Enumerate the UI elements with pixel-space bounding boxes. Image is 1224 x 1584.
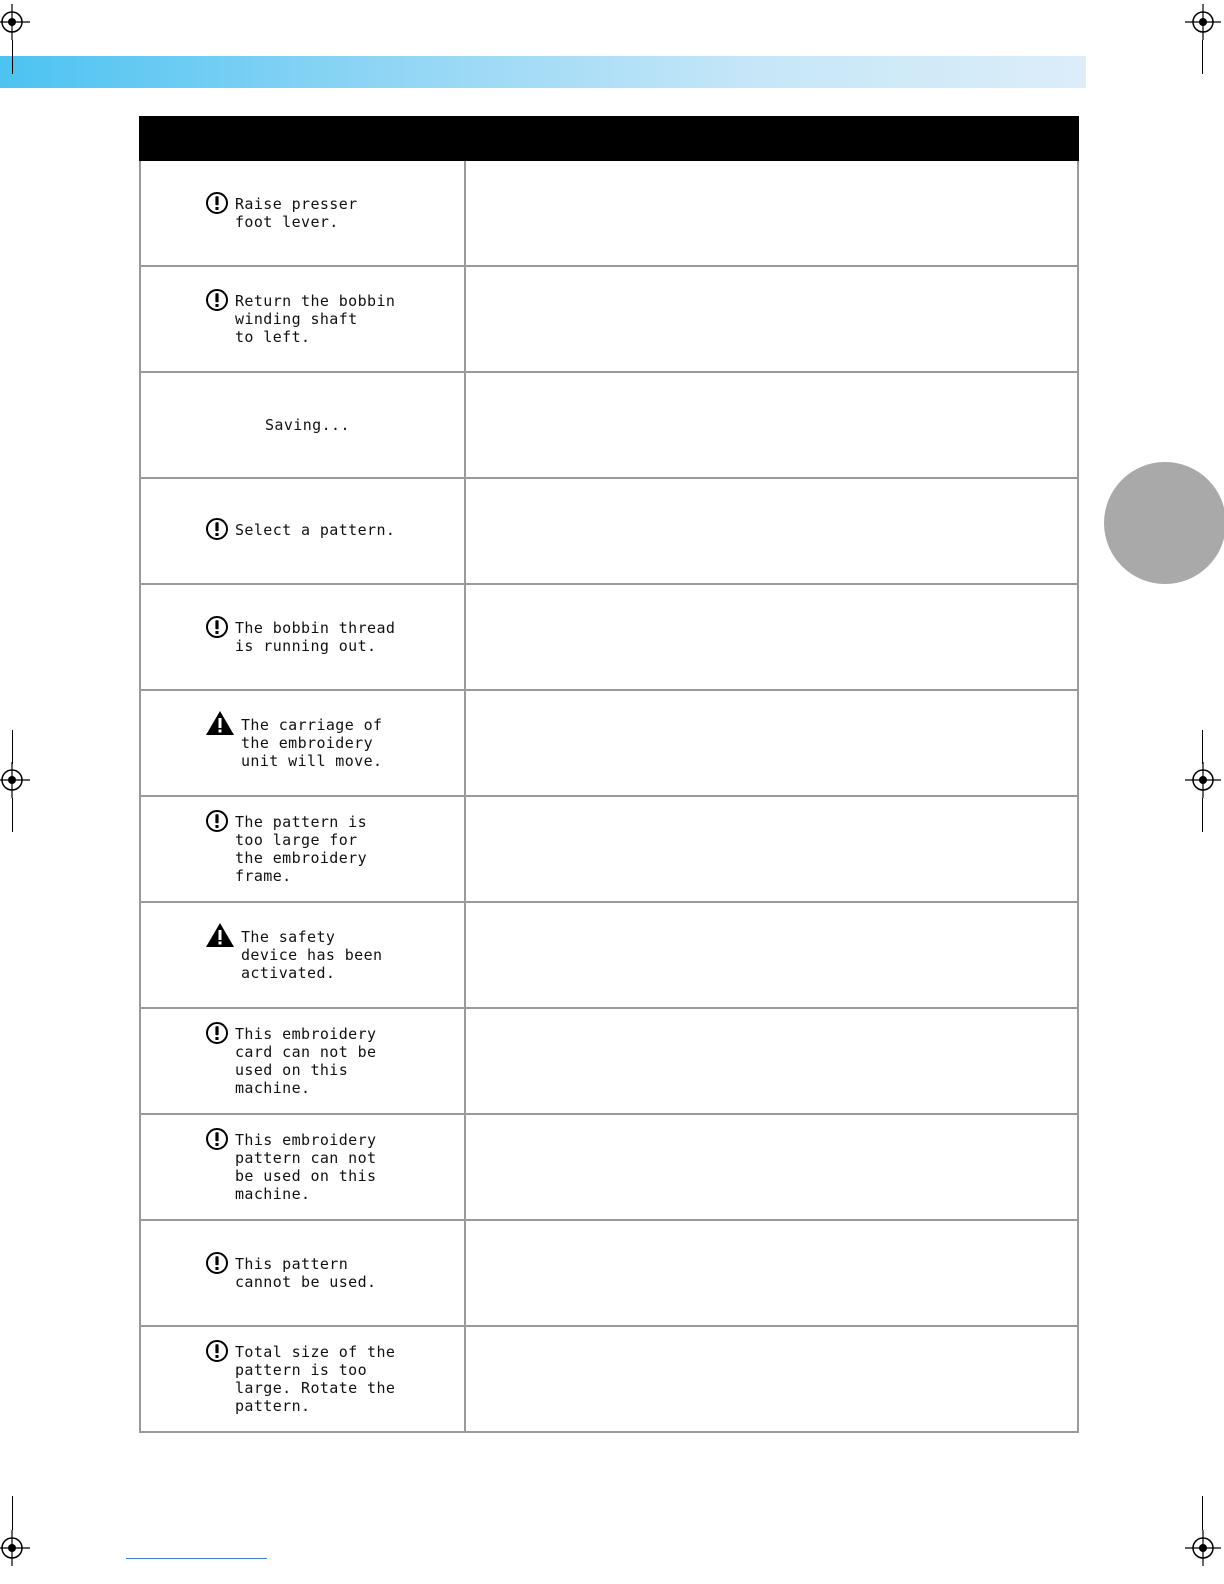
description-cell: [465, 1220, 1078, 1326]
registration-mark-icon: [0, 762, 30, 798]
registration-mark-icon: [0, 4, 30, 40]
table-header-description: [465, 117, 1078, 160]
lcd-message: [205, 813, 464, 886]
caution-icon: [205, 288, 229, 312]
message-text: The bobbin thread is running out.: [235, 618, 396, 655]
table-row: [140, 690, 1078, 796]
message-cell: [140, 690, 465, 796]
registration-mark-icon: [1185, 762, 1221, 798]
table-row: [140, 584, 1078, 690]
message-cell: [140, 1114, 465, 1220]
caution-icon: [205, 1339, 229, 1363]
message-text: The safety device has been activated.: [241, 927, 383, 983]
message-cell: [140, 372, 465, 478]
caution-icon: [205, 615, 229, 639]
description-cell: [465, 478, 1078, 584]
caution-icon: [205, 191, 229, 215]
message-text: Return the bobbin winding shaft to left.: [235, 291, 396, 347]
message-cell: [140, 1220, 465, 1326]
message-cell: [140, 902, 465, 1008]
description-cell: [465, 690, 1078, 796]
message-text: The pattern is too large for the embroidery frame.: [235, 812, 368, 886]
crop-mark: [12, 798, 13, 832]
description-cell: [465, 1326, 1078, 1432]
table-row: [140, 1008, 1078, 1114]
registration-mark-icon: [0, 1530, 30, 1566]
message-cell: [140, 1326, 465, 1432]
crop-mark: [1202, 798, 1203, 832]
caution-icon: [205, 1127, 229, 1151]
crop-mark: [1202, 1496, 1203, 1530]
table-row: [140, 796, 1078, 902]
error-message-table: [139, 116, 1079, 1433]
message-text: The carriage of the embroidery unit will move.: [241, 715, 383, 771]
crop-mark: [12, 40, 13, 74]
table-row: [140, 902, 1078, 1008]
lcd-message: [205, 619, 464, 655]
lcd-message: [205, 521, 464, 541]
description-cell: [465, 266, 1078, 372]
message-text: This embroidery pattern can not be used on this machine.: [235, 1130, 377, 1204]
registration-mark-icon: [1185, 4, 1221, 40]
caution-icon: [205, 517, 229, 541]
lcd-message: [205, 195, 464, 231]
crop-mark: [12, 1496, 13, 1530]
table-row: [140, 372, 1078, 478]
table-row: [140, 266, 1078, 372]
message-cell: [140, 478, 465, 584]
registration-mark-icon: [1185, 1530, 1221, 1566]
table-row: [140, 1326, 1078, 1432]
caution-icon: [205, 1251, 229, 1275]
table-header-row: [140, 117, 1078, 160]
message-cell: [140, 160, 465, 266]
lcd-message: [205, 1131, 464, 1204]
table-header-message: [140, 117, 465, 160]
crop-mark: [1202, 40, 1203, 74]
lcd-message: [205, 1255, 464, 1291]
table-row: [140, 478, 1078, 584]
warning-triangle-icon: [205, 922, 235, 948]
footer-rule: [126, 1558, 267, 1559]
description-cell: [465, 796, 1078, 902]
table-row: [140, 1114, 1078, 1220]
description-cell: [465, 1008, 1078, 1114]
message-cell: [140, 1008, 465, 1114]
message-cell: [140, 584, 465, 690]
description-cell: [465, 584, 1078, 690]
warning-triangle-icon: [205, 710, 235, 736]
message-text: This pattern cannot be used.: [235, 1254, 377, 1291]
lcd-message: [205, 928, 464, 983]
caution-icon: [205, 1021, 229, 1045]
lcd-message: [205, 1025, 464, 1098]
message-cell: [140, 796, 465, 902]
description-cell: [465, 372, 1078, 478]
header-color-band: [0, 56, 1086, 88]
crop-mark: [1202, 730, 1203, 764]
caution-icon: [205, 809, 229, 833]
crop-mark: [12, 730, 13, 764]
message-text: Select a pattern.: [235, 521, 396, 539]
lcd-message: [205, 716, 464, 771]
lcd-message: [265, 416, 464, 434]
message-cell: [140, 266, 465, 372]
lcd-message: [205, 292, 464, 347]
lcd-message: [205, 1343, 464, 1416]
description-cell: [465, 1114, 1078, 1220]
table-row: [140, 160, 1078, 266]
description-cell: [465, 902, 1078, 1008]
table-row: [140, 1220, 1078, 1326]
message-text: Saving...: [265, 415, 350, 434]
message-text: This embroidery card can not be used on this machine.: [235, 1024, 377, 1098]
description-cell: [465, 160, 1078, 266]
message-text: Total size of the pattern is too large. Rotate the pattern.: [235, 1342, 396, 1416]
chapter-side-tab: [1104, 462, 1224, 584]
message-text: Raise presser foot lever.: [235, 194, 358, 231]
